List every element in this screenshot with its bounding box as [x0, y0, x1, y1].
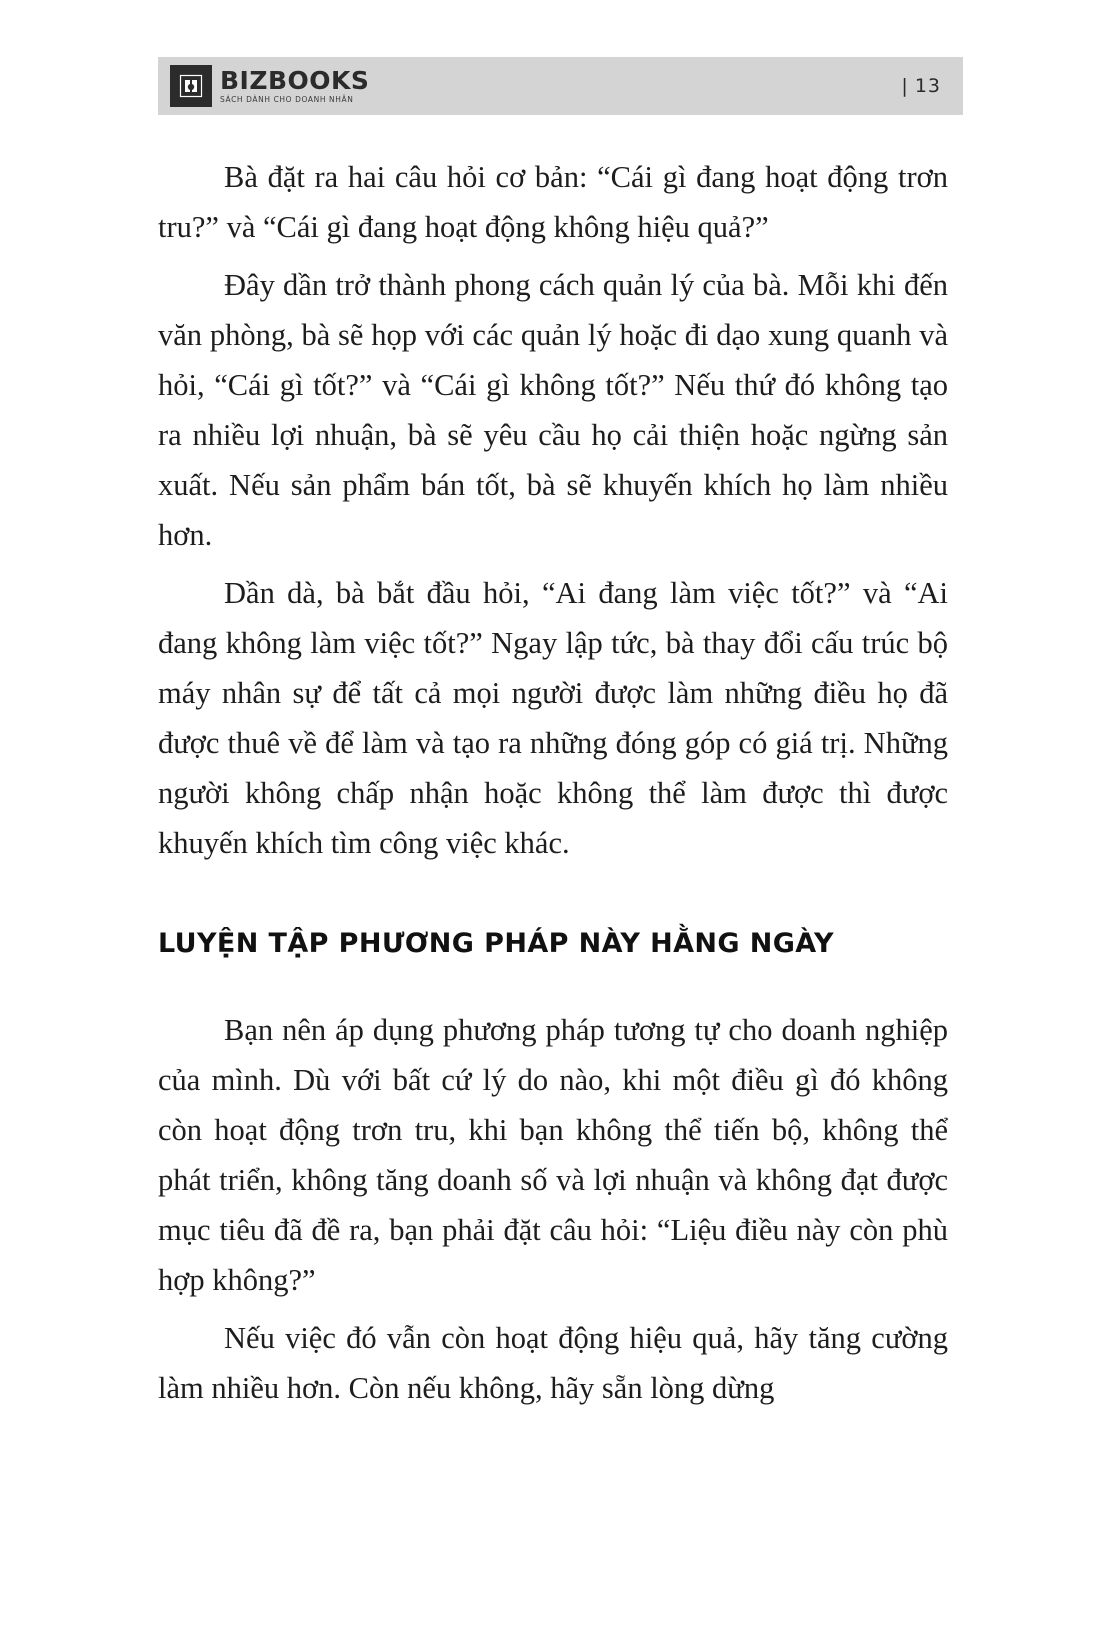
- publisher-name: BIZBOOKS: [220, 66, 370, 96]
- publisher-logo: [170, 65, 369, 107]
- paragraph: Nếu việc đó vẫn còn hoạt động hiệu quả, hãy tăng cường làm nhiều hơn. Còn nếu không, hãy sẵn lòng dừng: [158, 1321, 948, 1405]
- paragraph: Bà đặt ra hai câu hỏi cơ bản: “Cái gì đang hoạt động trơn tru?” và “Cái gì đang hoạt động không hiệu quả?”: [158, 160, 948, 244]
- paragraph: Bạn nên áp dụng phương pháp tương tự cho doanh nghiệp của mình. Dù với bất cứ lý do nào, khi một điều gì đó không còn hoạt động trơn tru, khi bạn không thể tiến bộ, không thể phát triển, không tăng doanh số và lợi nhuận và không đạt được mục tiêu đã đề ra, bạn phải đặt câu hỏi: “Liệu điều này còn phù hợp không?”: [158, 1013, 948, 1297]
- page-number-separator: |: [901, 75, 909, 97]
- publisher-wordmark: [220, 68, 369, 104]
- page-body: [158, 152, 948, 1413]
- page-number-value: 13: [914, 75, 941, 97]
- running-header: [158, 57, 963, 115]
- paragraph: Dần dà, bà bắt đầu hỏi, “Ai đang làm việc tốt?” và “Ai đang không làm việc tốt?” Ngay lập tức, bà thay đổi cấu trúc bộ máy nhân sự để tất cả mọi người được làm những điều họ đã được thuê về để làm và tạo ra những đóng góp có giá trị. Những người không chấp nhận hoặc không thể làm được thì được khuyến khích tìm công việc khác.: [158, 576, 948, 860]
- section-heading: LUYỆN TẬP PHƯƠNG PHÁP NÀY HẰNG NGÀY: [158, 928, 834, 959]
- page-number: [901, 75, 941, 97]
- book-icon: [170, 65, 212, 107]
- paragraph: Đây dần trở thành phong cách quản lý của bà. Mỗi khi đến văn phòng, bà sẽ họp với các quản lý hoặc đi dạo xung quanh và hỏi, “Cái gì tốt?” và “Cái gì không tốt?” Nếu thứ đó không tạo ra nhiều lợi nhuận, bà sẽ yêu cầu họ cải thiện hoặc ngừng sản xuất. Nếu sản phẩm bán tốt, bà sẽ khuyến khích họ làm nhiều hơn.: [158, 268, 948, 552]
- publisher-tagline: SÁCH DÀNH CHO DOANH NHÂN: [220, 95, 354, 105]
